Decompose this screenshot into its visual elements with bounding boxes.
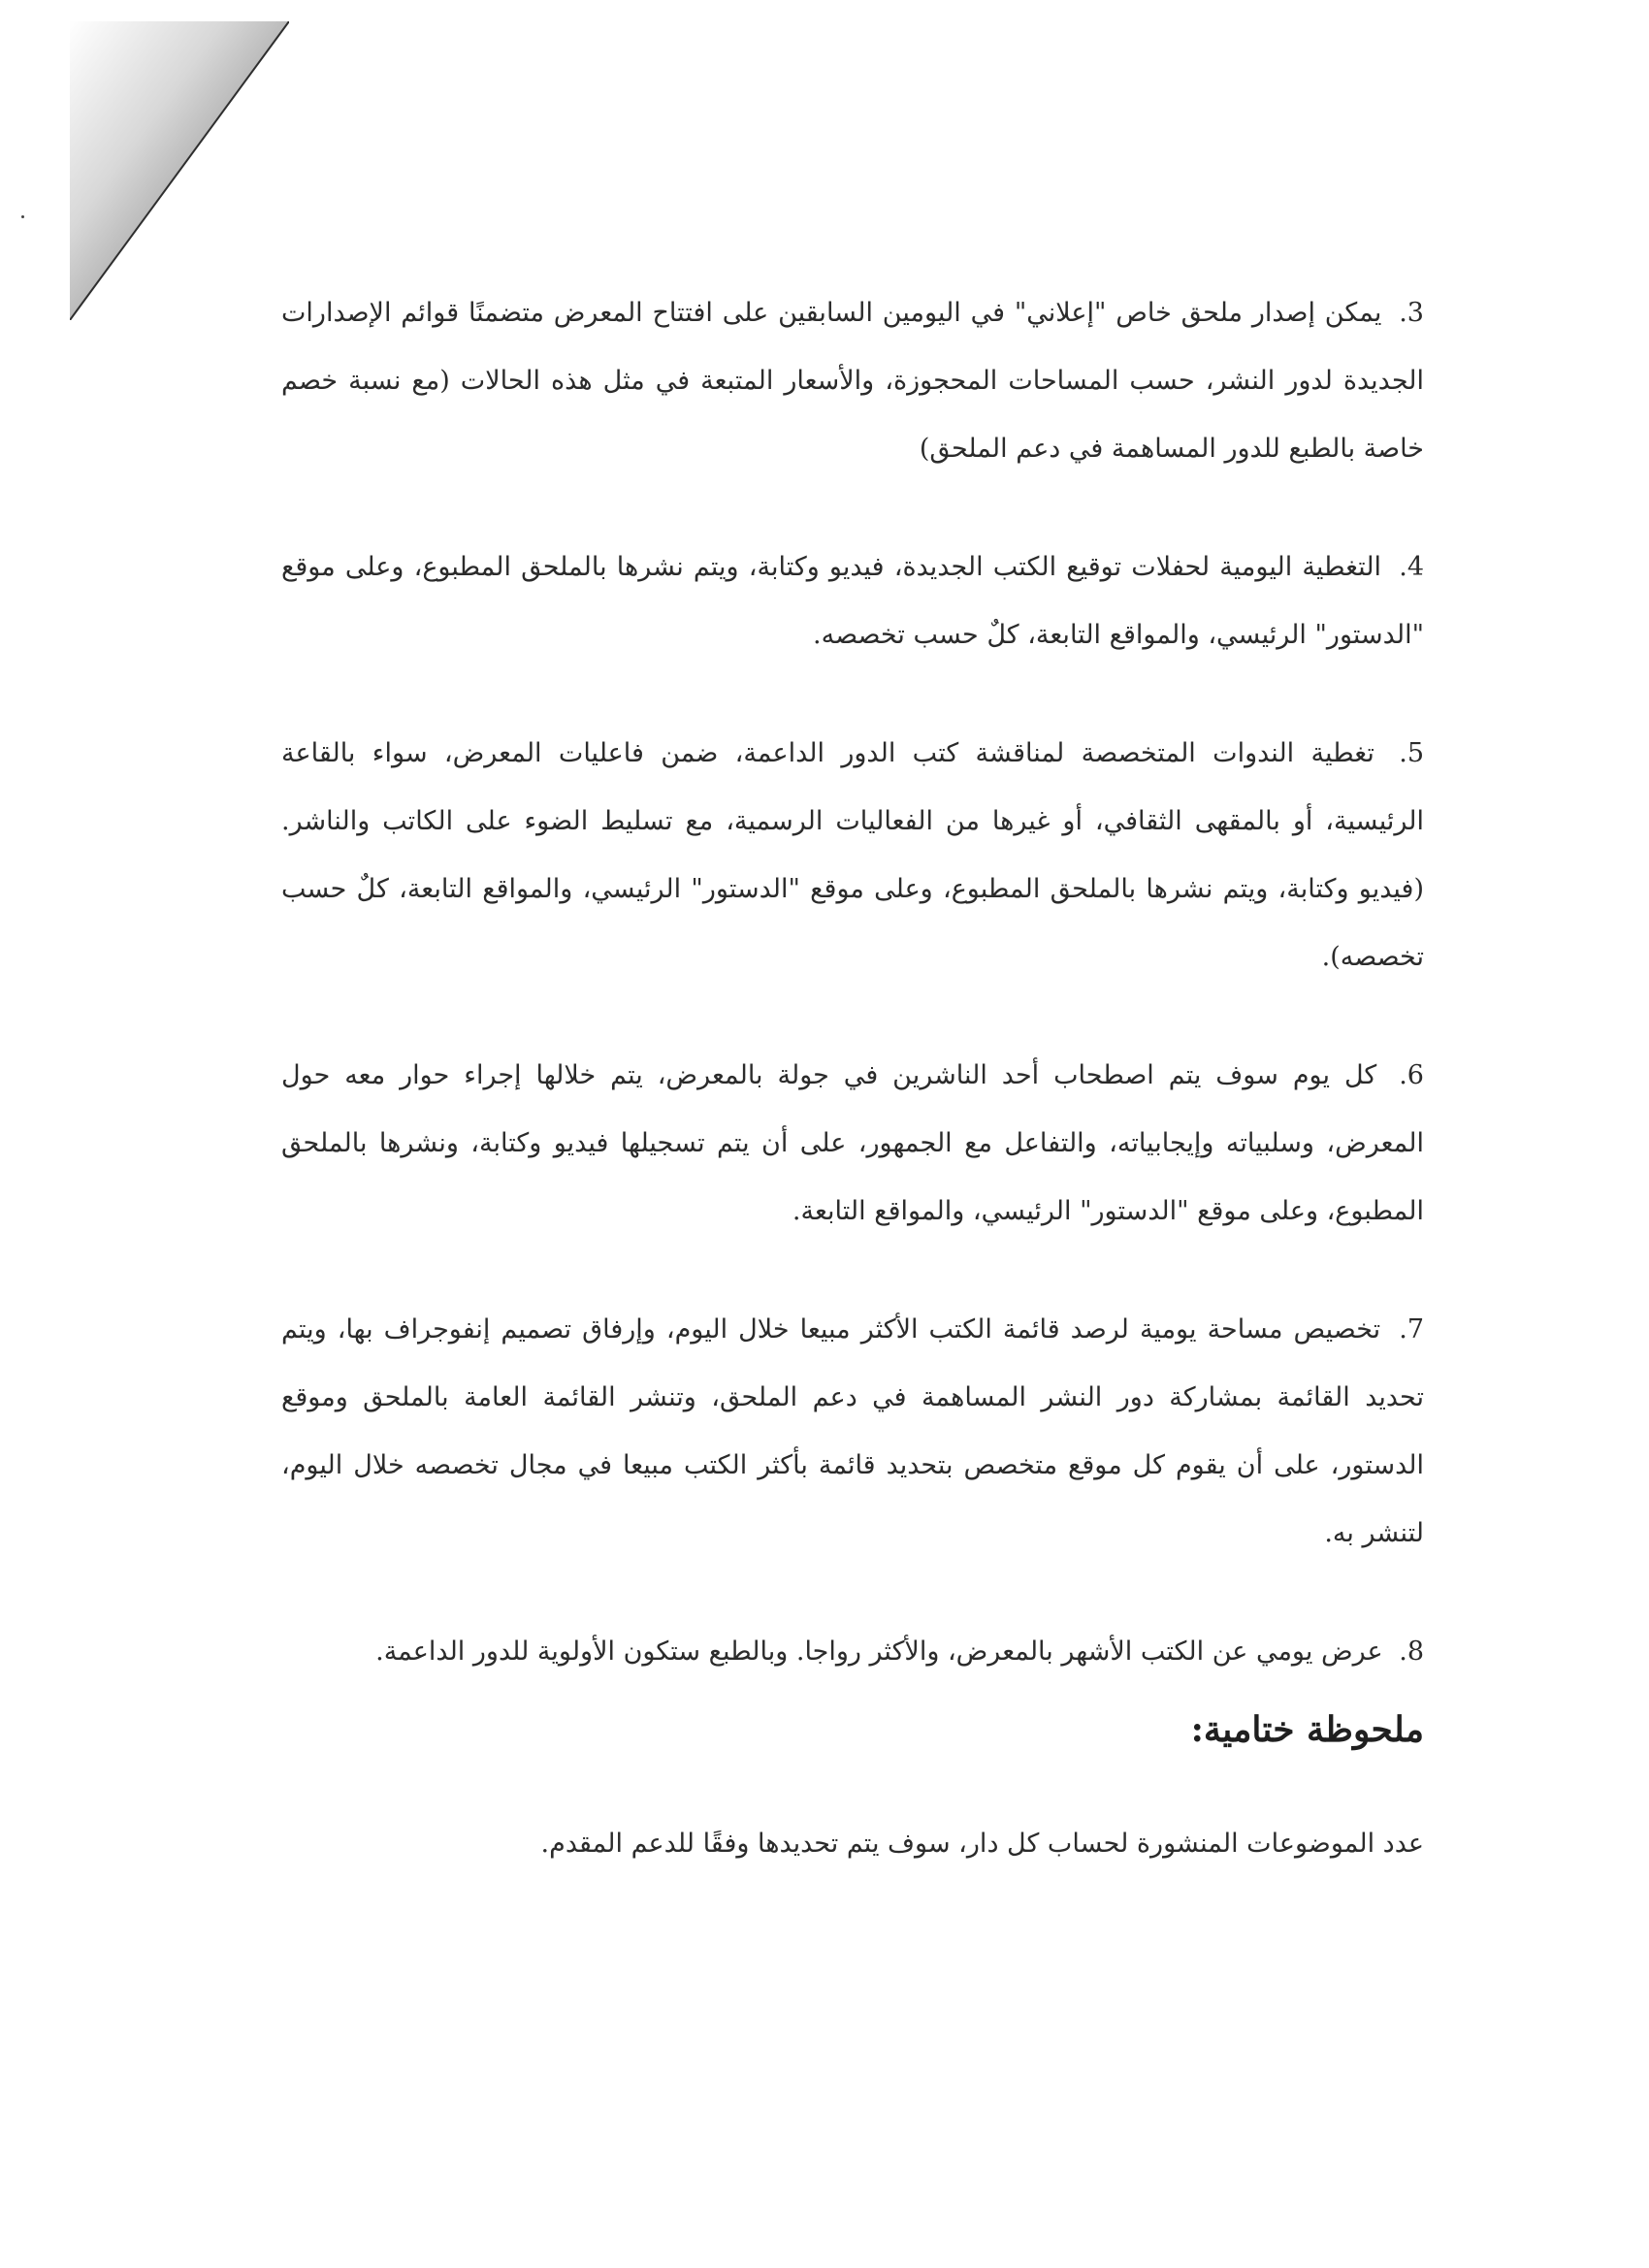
scan-speck xyxy=(21,215,24,218)
list-item xyxy=(281,279,1424,483)
item-number: 8. xyxy=(1399,1636,1424,1667)
item-number: 7. xyxy=(1399,1314,1424,1345)
list-item xyxy=(281,534,1424,669)
document-body xyxy=(281,279,1424,1736)
list-item xyxy=(281,1042,1424,1246)
item-number: 6. xyxy=(1399,1060,1424,1090)
item-number: 5. xyxy=(1399,738,1424,768)
item-text: يمكن إصدار ملحق خاص "إعلاني" في اليومين السابقين على افتتاح المعرض متضمنًا قوائم الإصدارات الجديدة لدور النشر، حسب المساحات المحجوزة، والأسعار المتبعة في مثل هذه الحالات (مع نسبة خصم خاصة بالطبع للدور المساهمة في دعم الملحق) xyxy=(281,298,1424,464)
list-item xyxy=(281,1618,1424,1686)
list-item xyxy=(281,720,1424,991)
item-text: كل يوم سوف يتم اصطحاب أحد الناشرين في جولة بالمعرض، يتم خلالها إجراء حوار معه حول المعرض، وسلبياته وإيجابياته، والتفاعل مع الجمهور، على أن يتم تسجيلها فيديو وكتابة، ونشرها بالملحق المطبوع، وعلى موقع "الدستور" الرئيسي، والمواقع التابعة. xyxy=(281,1060,1424,1226)
item-text: تخصيص مساحة يومية لرصد قائمة الكتب الأكثر مبيعا خلال اليوم، وإرفاق تصميم إنفوجراف بها، ويتم تحديد القائمة بمشاركة دور النشر المساهمة في دعم الملحق، وتنشر القائمة العامة بالملحق وموقع الدستور، على أن يقوم كل موقع متخصص بتحديد قائمة بأكثر الكتب مبيعا في مجال تخصصه خلال اليوم، لتنشر به. xyxy=(281,1314,1424,1548)
list-item xyxy=(281,1296,1424,1568)
item-number: 3. xyxy=(1399,298,1424,328)
item-text: عرض يومي عن الكتب الأشهر بالمعرض، والأكثر رواجا. وبالطبع ستكون الأولوية للدور الداعمة. xyxy=(375,1636,1383,1667)
item-text: تغطية الندوات المتخصصة لمناقشة كتب الدور الداعمة، ضمن فاعليات المعرض، سواء بالقاعة الرئيسية، أو بالمقهى الثقافي، أو غيرها من الفعاليات الرسمية، مع تسليط الضوء على الكاتب والناشر. (فيديو وكتابة، ويتم نشرها بالملحق المطبوع، وعلى موقع "الدستور" الرئيسي، والمواقع التابعة، كلٌ حسب تخصصه). xyxy=(281,738,1424,972)
folded-corner-shadow xyxy=(70,21,289,320)
item-number: 4. xyxy=(1399,552,1424,582)
closing-note-text: عدد الموضوعات المنشورة لحساب كل دار، سوف يتم تحديدها وفقًا للدعم المقدم. xyxy=(540,1829,1424,1859)
item-text: التغطية اليومية لحفلات توقيع الكتب الجديدة، فيديو وكتابة، ويتم نشرها بالملحق المطبوع، وعلى موقع "الدستور" الرئيسي، والمواقع التابعة، كلٌ حسب تخصصه. xyxy=(281,552,1424,650)
closing-note-heading: ملحوظة ختامية: xyxy=(1190,1709,1424,1750)
